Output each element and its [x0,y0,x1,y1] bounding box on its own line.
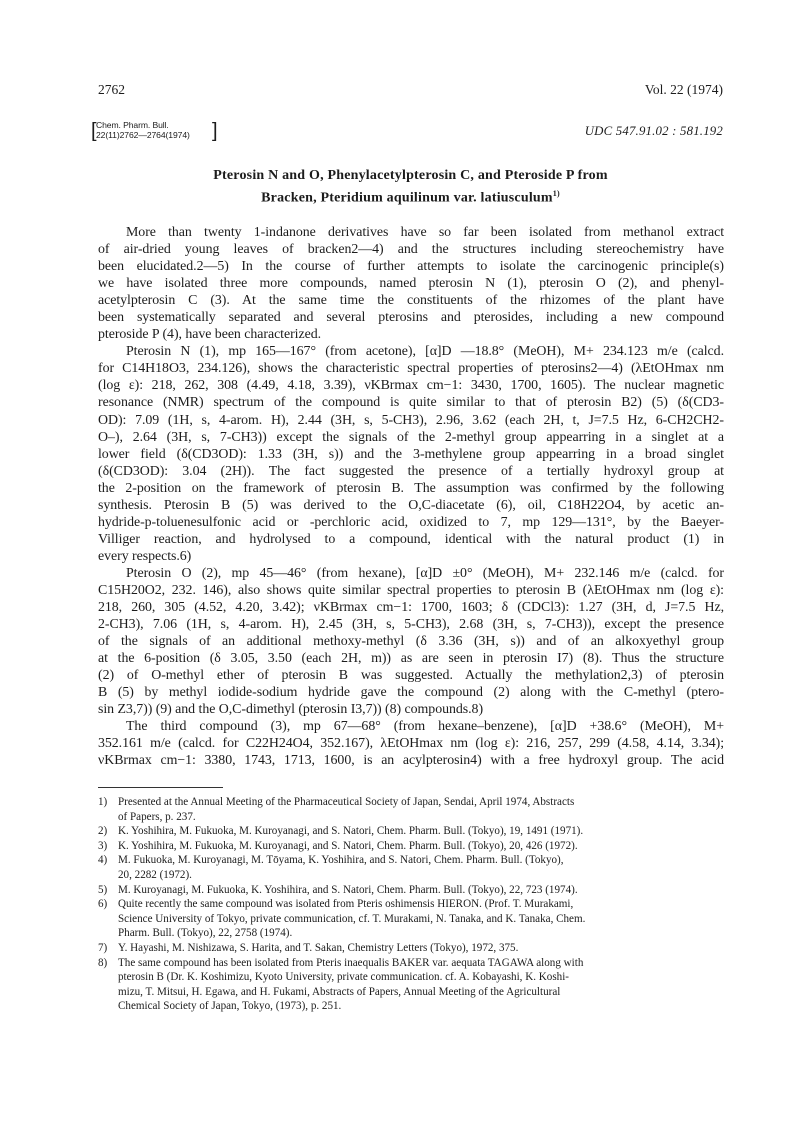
journal-reference [91,120,218,142]
volume-label: Vol. 22 (1974) [644,82,723,97]
footnote-text [118,883,724,898]
footnote-text [118,824,724,839]
body-line: Pterosin N (1), mp 165—167° (from acetone), [α]D —18.8° (MeOH), M+ 234.123 m/e (calcd. [126,344,724,360]
body-line: OD): 7.09 (1H, s, 4-arom. H), 2.44 (3H, s, 5-CH3), 2.96, 3.62 (each 2H, t, J=7.5 Hz, 6-CH2CH2- [98,412,724,428]
body-line: (log ε): 218, 262, 308 (4.49, 4.18, 3.39), νKBrmax cm−1: 3430, 1700, 1605). The nuclear magnetic [98,378,724,394]
title-line-1: Pterosin N and O, Phenylacetylpterosin C, and Pteroside P from [213,168,608,183]
body-line: pteroside P (4), have been characterized. [98,327,322,343]
footnote-line: of Papers, p. 237. [118,810,196,823]
footnote [98,853,724,882]
footnote-text [118,897,724,941]
body-line: 352.161 m/e (calcd. for C22H24O4, 352.167), λEtOHmax nm (log ε): 216, 257, 299 (4.58, 4.14, 3.34); [98,736,724,752]
body-line: every respects.6) [98,548,192,564]
body-line: resonance (NMR) spectrum of the compound is quite similar to that of pterosin B2) (5) (δ(CD3- [98,395,724,411]
body-line: C15H20O2, 232. 146), also shows quite similar spectral properties to pterosin B (λEtOHmax nm (log ε): [98,582,724,598]
body-line: 2-CH3), 7.06 (1H, s, 4-arom. H), 2.45 (3H, s, 5-CH3), 2.68 (3H, s, 7-CH3)), except the presence [98,617,724,633]
footnote-line: Quite recently the same compound was isolated from Pteris oshimensis HIERON. (Prof. T. Murakami, [118,898,574,911]
body-line: the 2-position on the framework of pterosin B. The assumption was confirmed by the following [98,480,724,496]
udc-classification: UDC 547.91.02 : 581.192 [584,124,723,138]
footnote-line: mizu, T. Mitsui, H. Egawa, and H. Fukami, Abstracts of Papers, Annual Meeting of the Agricultural [118,985,561,998]
footnote-line: K. Yoshihira, M. Fukuoka, M. Kuroyanagi, and S. Natori, Chem. Pharm. Bull. (Tokyo), 19, 1491 (1971). [118,825,584,838]
title-line-2-text: Bracken, Pteridium aquilinum var. latiusculum [261,190,553,206]
footnote-number: 1) [98,796,108,808]
footnotes [98,795,724,1014]
page-number: 2762 [98,82,125,97]
footnote-number: 4) [98,854,108,867]
title-line-2 [98,185,723,208]
footnote [98,883,724,898]
body-line: sin Z3,7)) (9) and the O,C-dimethyl (pterosin I3,7)) (8) compounds.8) [98,702,484,718]
body-line: O–), 2.64 (3H, s, 7-CH3)) except the signals of the 2-methyl group appearring in a singlet at a [98,429,724,445]
body-line: been elucidated.2—5) In the course of further attempts to isolate the carcinogenic principle(s) [98,259,724,275]
footnote-number: 8) [98,956,108,969]
footnote-line: Pharm. Bull. (Tokyo), 22, 2758 (1974). [118,927,293,940]
footnote [98,897,724,941]
page-header [98,82,723,102]
footnote-line: Presented at the Annual Meeting of the Pharmaceutical Society of Japan, Sendai, April 1974, Abstracts [118,796,575,808]
footnote [98,824,724,839]
body-line: B (5) by methyl iodide-sodium hydride gave the compound (2) along with the C-methyl (ptero- [98,685,724,701]
article-body [98,224,724,770]
footnote-text [118,839,724,854]
footnote-rule [98,787,223,788]
body-line: 218, 260, 305 (4.52, 4.20, 3.42); νKBrmax cm−1: 1700, 1603; δ (CDCl3): 1.27 (3H, d, J=7.5 Hz, [98,600,724,616]
body-line: hydride-p-toluenesulfonic acid or -perchloric acid, oxidized to 7, mp 129—131°, by the Baeyer- [98,514,724,530]
left-bracket: [ [91,120,97,142]
right-bracket: ] [212,120,218,142]
footnote-line: Chemical Society of Japan, Tokyo, (1973), p. 251. [118,1000,342,1013]
footnote [98,956,724,1014]
body-line: (δ(CD3OD): 3.04 (2H)). The fact suggested the presence of a tertially hydroxyl group at [98,463,724,479]
footnote-number: 2) [98,825,108,838]
body-line: Villiger reaction, and hydrolysed to a compound, identical with the natural product (1) in [98,531,724,547]
footnote-line: K. Yoshihira, M. Fukuoka, M. Kuroyanagi, and S. Natori, Chem. Pharm. Bull. (Tokyo), 20, 426 (1972). [118,839,578,852]
footnote-number: 6) [98,898,108,911]
footnote-text [118,795,724,824]
body-line: The third compound (3), mp 67—68° (from hexane–benzene), [α]D +38.6° (MeOH), M+ [126,719,724,735]
footnote [98,839,724,854]
footnote-number: 7) [98,941,108,954]
journal-reference-line1: Chem. Pharm. Bull. [96,120,169,130]
body-line: we have isolated three more compounds, named pterosin N (1), pterosin O (2), and phenyl- [98,276,724,292]
footnote-number: 3) [98,839,108,852]
footnote-line: M. Kuroyanagi, M. Fukuoka, K. Yoshihira, and S. Natori, Chem. Pharm. Bull. (Tokyo), 22, 723 (1974). [118,883,578,896]
body-line: lower field (δ(CD3OD): 1.33 (3H, s)) and the 3-methylene group appearring in a broad singlet [98,446,724,462]
footnote-line: M. Fukuoka, M. Kuroyanagi, M. Tōyama, K. Yoshihira, and S. Natori, Chem. Pharm. Bull. (Tokyo), [118,854,564,867]
footnote-line: pterosin B (Dr. K. Koshimizu, Kyoto University, private communication. cf. A. Kobayashi, K. Koshi- [118,971,569,984]
body-line: for C14H18O3, 234.126), shows the characteristic spectral properties of pterosins2—4) (λEtOHmax nm [98,361,724,377]
body-line: synthesis. Pterosin B (5) was derived to the O,C-diacetate (6), oil, C18H22O4, by acetic an- [98,497,724,513]
footnote-number: 5) [98,883,108,896]
title-footnote-mark: 1) [552,189,560,198]
body-line: acetylpterosin C (3). At the same time the constituents of the rhizomes of the plant have [98,293,724,309]
body-line: More than twenty 1-indanone derivatives have so far been isolated from methanol extract [126,225,724,240]
body-line: (2) of O-methyl ether of pterosin B was suggested. Actually the methylation2,3) of pterosin [98,668,724,684]
body-line: at the 6-position (δ 3.05, 3.50 (each 2H, m)) as are seen in pterosin I7) (8). Thus the structure [98,651,724,667]
article-title [98,167,723,208]
footnote-line: Y. Hayashi, M. Nishizawa, S. Harita, and T. Sakan, Chemistry Letters (Tokyo), 1972, 375. [118,941,519,954]
footnote-text [118,853,724,882]
footnote-line: The same compound has been isolated from Pteris inaequalis BAKER var. aequata TAGAWA along with [118,956,584,969]
footnote-line: 20, 2282 (1972). [118,868,192,881]
footnote [98,941,724,956]
footnote-line: Science University of Tokyo, private communication, cf. T. Murakami, N. Tanaka, and K. Tanaka, Chem. [118,912,586,925]
body-line: of the signals of an additional methoxy-methyl (δ 3.36 (3H, s)) and of an alkoxyethyl group [98,634,724,650]
body-line: Pterosin O (2), mp 45—46° (from hexane), [α]D ±0° (MeOH), M+ 232.146 m/e (calcd. for [126,565,724,581]
body-line: been systematically separated and several pterosins and pterosides, including a new compound [98,310,724,326]
body-line: of air-dried young leaves of bracken2—4) and the structures including stereochemistry have [98,242,724,258]
footnote-text [118,941,724,956]
footnote [98,795,724,824]
footnote-text [118,956,724,1014]
journal-reference-line2: 22(11)2762—2764(1974) [96,129,190,140]
body-line: νKBrmax cm−1: 3380, 1743, 1713, 1600, is an acylpterosin4) with a free hydroxyl group. The acid [98,753,724,769]
